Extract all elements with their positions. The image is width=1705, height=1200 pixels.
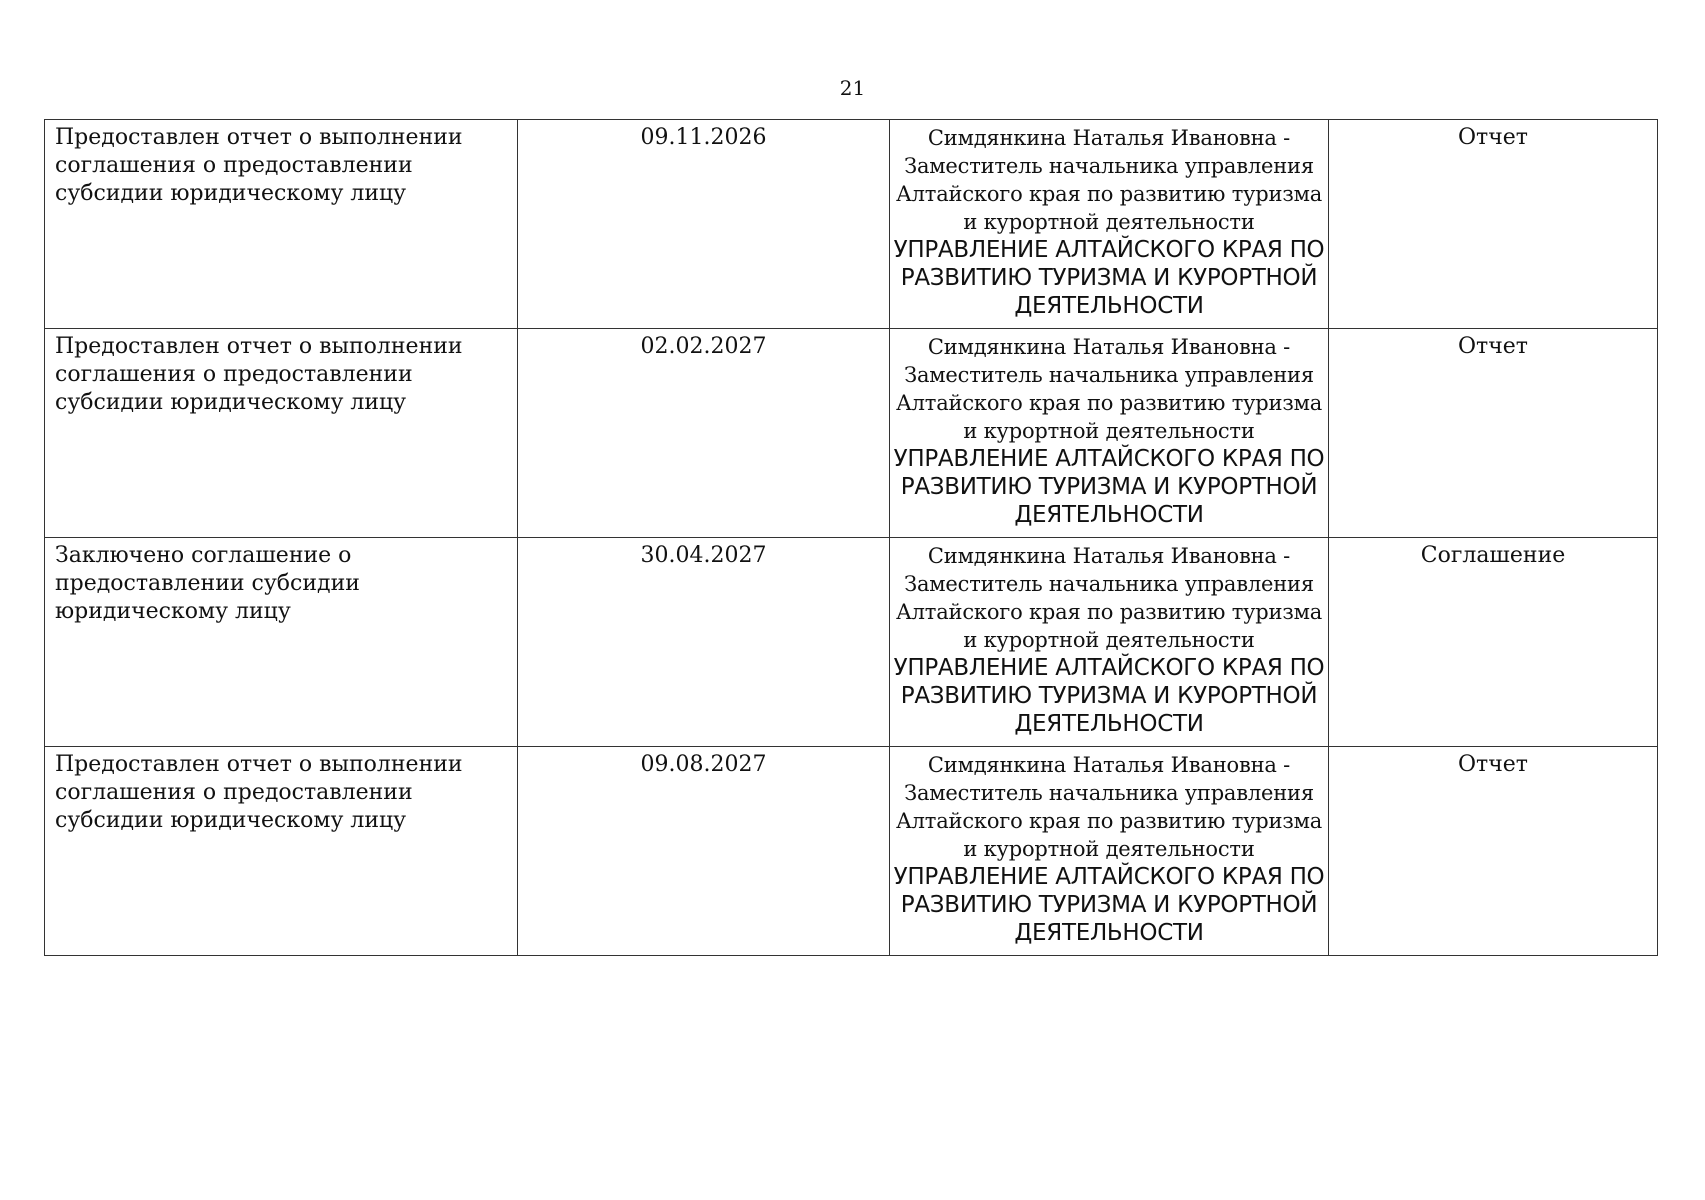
responsible-cell — [890, 747, 1329, 956]
responsible-org: УПРАВЛЕНИЕ АЛТАЙСКОГО КРАЯ ПО РАЗВИТИЮ ТУРИЗМА И КУРОРТНОЙ ДЕЯТЕЛЬНОСТИ — [893, 655, 1325, 737]
table-row — [45, 120, 1658, 329]
document-type-cell: Отчет — [1329, 329, 1658, 538]
responsible-person: Симдянкина Наталья Ивановна - Заместитель начальника управления Алтайского края по развитию туризма и курортной деятельности — [895, 126, 1323, 234]
document-type-cell: Отчет — [1329, 120, 1658, 329]
responsible-org: УПРАВЛЕНИЕ АЛТАЙСКОГО КРАЯ ПО РАЗВИТИЮ ТУРИЗМА И КУРОРТНОЙ ДЕЯТЕЛЬНОСТИ — [893, 237, 1325, 319]
responsible-cell — [890, 120, 1329, 329]
responsible-person: Симдянкина Наталья Ивановна - Заместитель начальника управления Алтайского края по развитию туризма и курортной деятельности — [895, 335, 1323, 443]
table-row — [45, 329, 1658, 538]
date-cell: 02.02.2027 — [518, 329, 890, 538]
date-cell: 30.04.2027 — [518, 538, 890, 747]
event-cell: Предоставлен отчет о выполнении соглашения о предоставлении субсидии юридическому лицу — [45, 329, 518, 538]
date-cell: 09.08.2027 — [518, 747, 890, 956]
responsible-cell — [890, 538, 1329, 747]
table-row — [45, 538, 1658, 747]
responsible-person: Симдянкина Наталья Ивановна - Заместитель начальника управления Алтайского края по развитию туризма и курортной деятельности — [895, 544, 1323, 652]
responsible-cell — [890, 329, 1329, 538]
document-type-cell: Соглашение — [1329, 538, 1658, 747]
table-row — [45, 747, 1658, 956]
control-points-table — [44, 119, 1658, 956]
event-cell: Заключено соглашение о предоставлении субсидии юридическому лицу — [45, 538, 518, 747]
responsible-org: УПРАВЛЕНИЕ АЛТАЙСКОГО КРАЯ ПО РАЗВИТИЮ ТУРИЗМА И КУРОРТНОЙ ДЕЯТЕЛЬНОСТИ — [893, 864, 1325, 946]
document-type-cell: Отчет — [1329, 747, 1658, 956]
responsible-org: УПРАВЛЕНИЕ АЛТАЙСКОГО КРАЯ ПО РАЗВИТИЮ ТУРИЗМА И КУРОРТНОЙ ДЕЯТЕЛЬНОСТИ — [893, 446, 1325, 528]
event-cell: Предоставлен отчет о выполнении соглашения о предоставлении субсидии юридическому лицу — [45, 747, 518, 956]
responsible-person: Симдянкина Наталья Ивановна - Заместитель начальника управления Алтайского края по развитию туризма и курортной деятельности — [895, 753, 1323, 861]
date-cell: 09.11.2026 — [518, 120, 890, 329]
event-cell: Предоставлен отчет о выполнении соглашения о предоставлении субсидии юридическому лицу — [45, 120, 518, 329]
page-number: 21 — [839, 76, 866, 100]
